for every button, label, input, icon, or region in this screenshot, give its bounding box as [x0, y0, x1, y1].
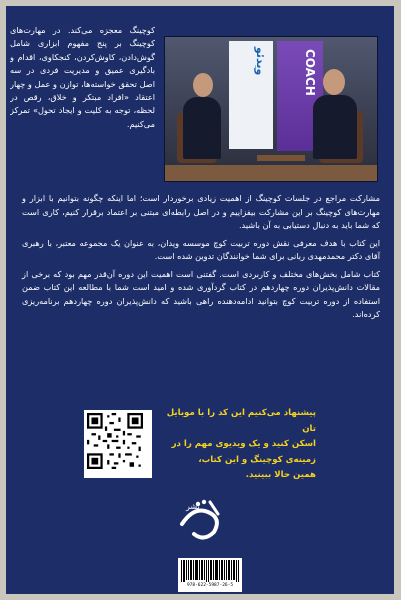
back-cover [6, 6, 394, 594]
publisher-logo-graphic [174, 494, 232, 544]
paragraph: این کتاب با هدف معرفی نقش دوره تربیت کوچ موسسه ویدان، به عنوان یک مجموعه معتبر، با رهبری آقای دکتر محمدمهدی ربانی برای شما خوانندگان تدوین شده است. [22, 237, 380, 261]
stage-floor [165, 165, 377, 181]
isbn-number: 978-622-5987-26-5 [186, 583, 234, 588]
paragraph: کتاب شامل بخش‌های مختلف و کاربردی است. گفتنی است اهمیت این دوره آن‌قدر مهم بود که برخی از مقالات دانش‌پذیران دوره چهاردهم در کتاب گردآوری شده و امید است شما با مطالعه این کتاب ضمن استفاده از دوره تربیت کوچ بتوانید ادامه‌دهنده راهی باشید که دانش‌پذیران دوره چهاردهم برنامه‌ریزی کرده‌اند. [22, 268, 380, 319]
qr-cta-line: پیشنهاد می‌کنیم این کد را با موبایل تان [166, 408, 316, 434]
paragraph: مشارکت مراجع در جلسات کوچینگ از اهمیت زیادی برخوردار است؛ اما اینکه چگونه بتوانیم با ابزار و مهارت‌های کوچینگ بر این مشارکت بیفزاییم و در اصل رابطه‌ای مبتنی بر اعتماد برقرار کنیم، کاری است که شما باید به دنبال دستیابی به آن باشید. [22, 193, 380, 230]
qr-cta-line: زمینه‌ی کوچینگ و این کتاب، [198, 454, 316, 465]
side-table [257, 155, 305, 161]
intro-text: کوچینگ معجزه می‌کند. در مهارت‌های کوچینگ بر پنج مفهوم ابزاری شامل گوش‌دادن، کاوش‌کردن، کنجکاوی، اقدام و بادگیری عمیق و مدیریت فردی در سه اصل تحقق خواسته‌ها، توازن و عمل و چهار اعتقاد «افراد مبتکر و خلاق، رقص در لحظه، توجه به کلیت و ایجاد تحول» تمرکز می‌کنیم. [10, 25, 155, 129]
event-photo [164, 36, 378, 182]
publisher-name: نشر [186, 502, 200, 511]
qr-code-graphic [87, 413, 143, 469]
publisher-logo [174, 494, 232, 544]
qr-call-to-action [154, 406, 316, 484]
barcode-graphic [178, 558, 242, 584]
description [22, 192, 380, 326]
qr-cta-line: همین حالا ببینید. [245, 470, 316, 480]
banner-left-text: ویدئو [254, 47, 267, 76]
qr-code[interactable] [84, 410, 152, 478]
banner-right-text: COACH [303, 49, 317, 96]
qr-cta-line: اسکن کنید و یک ویدیوی مهم را در [171, 439, 316, 449]
isbn-barcode [178, 558, 242, 592]
